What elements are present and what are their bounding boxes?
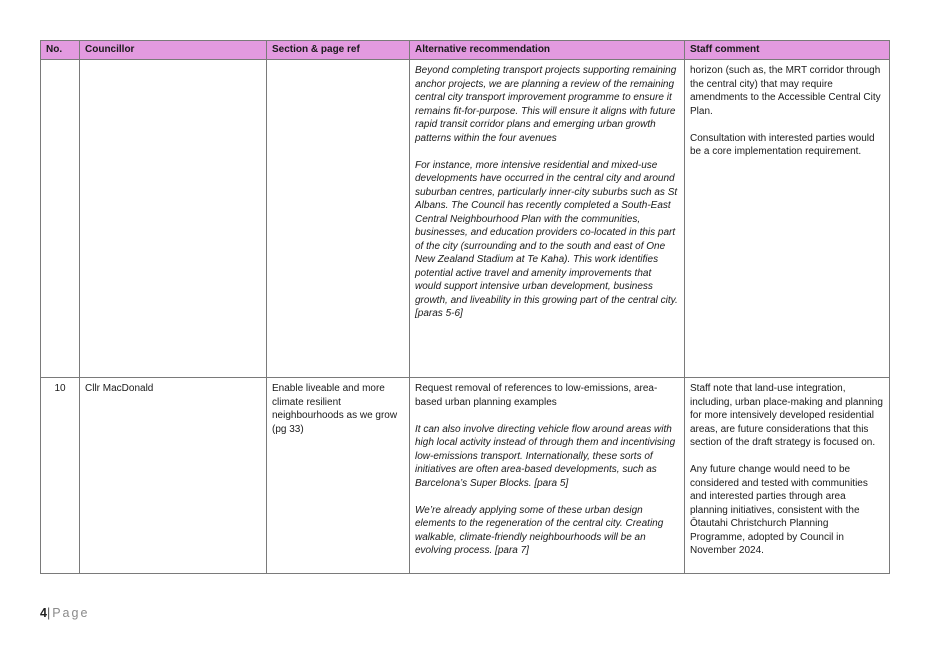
- cell-staff-comment: [685, 378, 890, 574]
- page-footer: [40, 606, 89, 620]
- staff-comment-paragraph: Consultation with interested parties would be a core implementation requirement.: [690, 132, 875, 157]
- page-label: Page: [52, 606, 90, 620]
- staff-comment-paragraph: horizon (such as, the MRT corridor through the central city) that may require amendments to the Accessible Central City Plan.: [690, 65, 881, 117]
- recommendations-table: [40, 40, 890, 574]
- header-staff-comment: Staff comment: [685, 41, 890, 60]
- header-recommendation: Alternative recommendation: [410, 41, 685, 60]
- cell-no: 10: [41, 378, 80, 574]
- table-header-row: [41, 41, 890, 60]
- cell-section: [267, 60, 410, 378]
- cell-staff-comment: [685, 60, 890, 378]
- staff-comment-paragraph: Any future change would need to be considered and tested with communities and interested parties through area planning initiatives, consistent with the Ōtautahi Christchurch Planning Programme, adopted by Council in November 2024.: [690, 464, 868, 556]
- cell-councillor: [80, 60, 267, 378]
- staff-comment-paragraph: Staff note that land-use integration, including, urban place-making and planning for more intensively developed residential areas, are future considerations that this section of the draft strategy is focused on.: [690, 383, 883, 448]
- header-councillor: Councillor: [80, 41, 267, 60]
- cell-no: [41, 60, 80, 378]
- cell-recommendation: [410, 60, 685, 378]
- cell-recommendation: [410, 378, 685, 574]
- header-section: Section & page ref: [267, 41, 410, 60]
- table-row: [41, 60, 890, 378]
- recommendation-quote: Beyond completing transport projects supporting remaining anchor projects, we are planning a review of the remaining central city transport improvement programme to ensure it remains fit-for-purpose. This will ensure it aligns with future rapid transit corridor plans and emerging urban growth patterns within the four avenues: [415, 65, 677, 144]
- footer-separator: |: [46, 606, 51, 620]
- header-no: No.: [41, 41, 80, 60]
- page-number: 4: [40, 606, 47, 620]
- recommendation-intro: Request removal of references to low-emissions, area-based urban planning examples: [415, 383, 658, 408]
- cell-section: Enable liveable and more climate resilient neighbourhoods as we grow (pg 33): [267, 378, 410, 574]
- recommendation-quote: We’re already applying some of these urban design elements to the regeneration of the central city. Creating walkable, climate-friendly neighbourhoods will be an evolving process. [para 7]: [415, 504, 664, 556]
- recommendation-quote: It can also involve directing vehicle flow around areas with high local activity instead of through them and incentivising low-emissions transport. Internationally, these sorts of initiatives are often area-based developments, such as Barcelona’s Super Blocks. [para 5]: [415, 423, 676, 489]
- table-row: [41, 378, 890, 574]
- cell-councillor: Cllr MacDonald: [80, 378, 267, 574]
- recommendation-quote: For instance, more intensive residential and mixed-use developments have occurred in the central city and around suburban centres, particularly inner-city suburbs such as St Albans. The Council has recently completed a South-East Central Neighbourhood Plan with the communities, businesses, and education providers co-located in this part of the city (surrounding and to the south and east of One New Zealand Stadium at Te Kaha). This work identifies potential active travel and amenity improvements that would support intensive urban development, business growth, and liveability in this growing part of the central city. [paras 5-6]: [415, 159, 678, 319]
